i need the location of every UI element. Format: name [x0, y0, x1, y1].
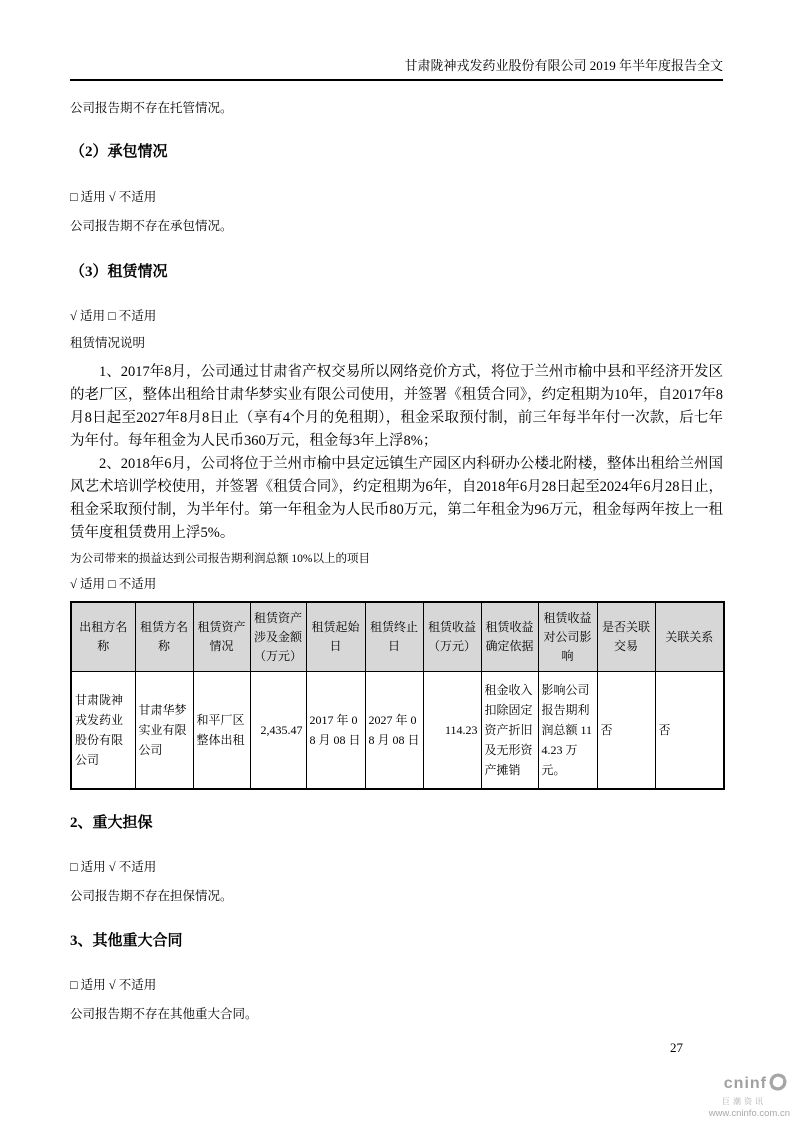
col-header-income: 租赁收益（万元）	[423, 602, 481, 672]
report-title: 甘肃陇神戎发药业股份有限公司 2019 年半年度报告全文	[404, 58, 723, 73]
leasing-description-label: 租赁情况说明	[70, 336, 146, 350]
guarantee-applicability: □ 适用 √ 不适用	[70, 860, 157, 874]
cell-lessee: 甘肃华梦实业有限公司	[135, 672, 193, 790]
cell-amount: 2,435.47	[250, 672, 306, 790]
other-contracts-applicability: □ 适用 √ 不适用	[70, 978, 157, 992]
heading-leasing: （3）租赁情况	[70, 264, 168, 280]
profit-threshold-note: 为公司带来的损益达到公司报告期利润总额 10%以上的项目	[70, 553, 370, 565]
col-header-end-date: 租赁终止日	[365, 602, 423, 672]
page-header	[70, 0, 723, 81]
cell-asset: 和平厂区整体出租	[193, 672, 250, 790]
table-row	[71, 672, 724, 790]
cell-lessor: 甘肃陇神戎发药业股份有限公司	[71, 672, 135, 790]
cninfo-wordmark: cninf	[723, 1075, 767, 1092]
col-header-start-date: 租赁起始日	[306, 602, 365, 672]
guarantee-note: 公司报告期不存在担保情况。	[70, 889, 233, 903]
col-header-related-txn: 是否关联交易	[597, 602, 655, 672]
cell-end-date: 2027 年 08 月 08 日	[365, 672, 423, 790]
col-header-impact: 租赁收益对公司影响	[538, 602, 597, 672]
cninfo-swirl-icon	[768, 1072, 788, 1096]
cninfo-url: www.cninfo.com.cn	[708, 1108, 790, 1119]
col-header-amount: 租赁资产涉及金额（万元）	[250, 602, 306, 672]
other-contracts-note: 公司报告期不存在其他重大合同。	[70, 1007, 258, 1021]
cninfo-logo-row	[680, 1072, 790, 1096]
cell-start-date: 2017 年 08 月 08 日	[306, 672, 365, 790]
page-number: 27	[670, 1040, 683, 1055]
leasing-paragraph-2: 2、2018年6月，公司将位于兰州市榆中县定远镇生产园区内科研办公楼北附楼，整体出租给兰州国风艺术培训学校使用，并签署《租赁合同》，约定租期为6年，自2018年6月28日起至2024年6月28日止，租金采取预付制，为半年付。第一年租金为人民币80万元，第二年租金为96万元，租金每两年按上一租赁年度租赁费用上浮5%。	[70, 456, 723, 541]
contracting-applicability: □ 适用 √ 不适用	[70, 190, 157, 204]
cell-relationship: 否	[655, 672, 724, 790]
col-header-relationship: 关联关系	[655, 602, 724, 672]
profit-applicability: √ 适用 □ 不适用	[70, 577, 157, 591]
table-header-row	[71, 602, 724, 672]
col-header-asset: 租赁资产情况	[193, 602, 250, 672]
cell-impact: 影响公司报告期利润总额 114.23 万元。	[538, 672, 597, 790]
cell-income-basis: 租金收入扣除固定资产折旧及无形资产摊销	[481, 672, 538, 790]
trusteeship-note: 公司报告期不存在托管情况。	[70, 101, 233, 115]
page-content	[70, 100, 723, 1023]
col-header-income-basis: 租赁收益确定依据	[481, 602, 538, 672]
cell-related-txn: 否	[597, 672, 655, 790]
cell-income: 114.23	[423, 672, 481, 790]
cninfo-logo	[680, 1072, 790, 1119]
col-header-lessor: 出租方名称	[71, 602, 135, 672]
leasing-table	[70, 601, 725, 790]
heading-contracting: （2）承包情况	[70, 144, 168, 160]
leasing-paragraph-1: 1、2017年8月，公司通过甘肃省产权交易所以网络竞价方式，将位于兰州市榆中县和平经济开发区的老厂区，整体出租给甘肃华梦实业有限公司使用，并签署《租赁合同》，约定租期为10年，自2017年8月8日起至2027年8月8日止（享有4个月的免租期），租金采取预付制，前三年每半年付一次款，后七年为年付。每年租金为人民币360万元，租金每3年上浮8%；	[70, 364, 723, 449]
heading-other-contracts: 3、其他重大合同	[70, 933, 183, 949]
heading-guarantee: 2、重大担保	[70, 815, 153, 831]
leasing-applicability: √ 适用 □ 不适用	[70, 309, 157, 323]
cninfo-subtitle: 巨潮资讯	[722, 1097, 766, 1106]
col-header-lessee: 租赁方名称	[135, 602, 193, 672]
contracting-note: 公司报告期不存在承包情况。	[70, 219, 233, 233]
